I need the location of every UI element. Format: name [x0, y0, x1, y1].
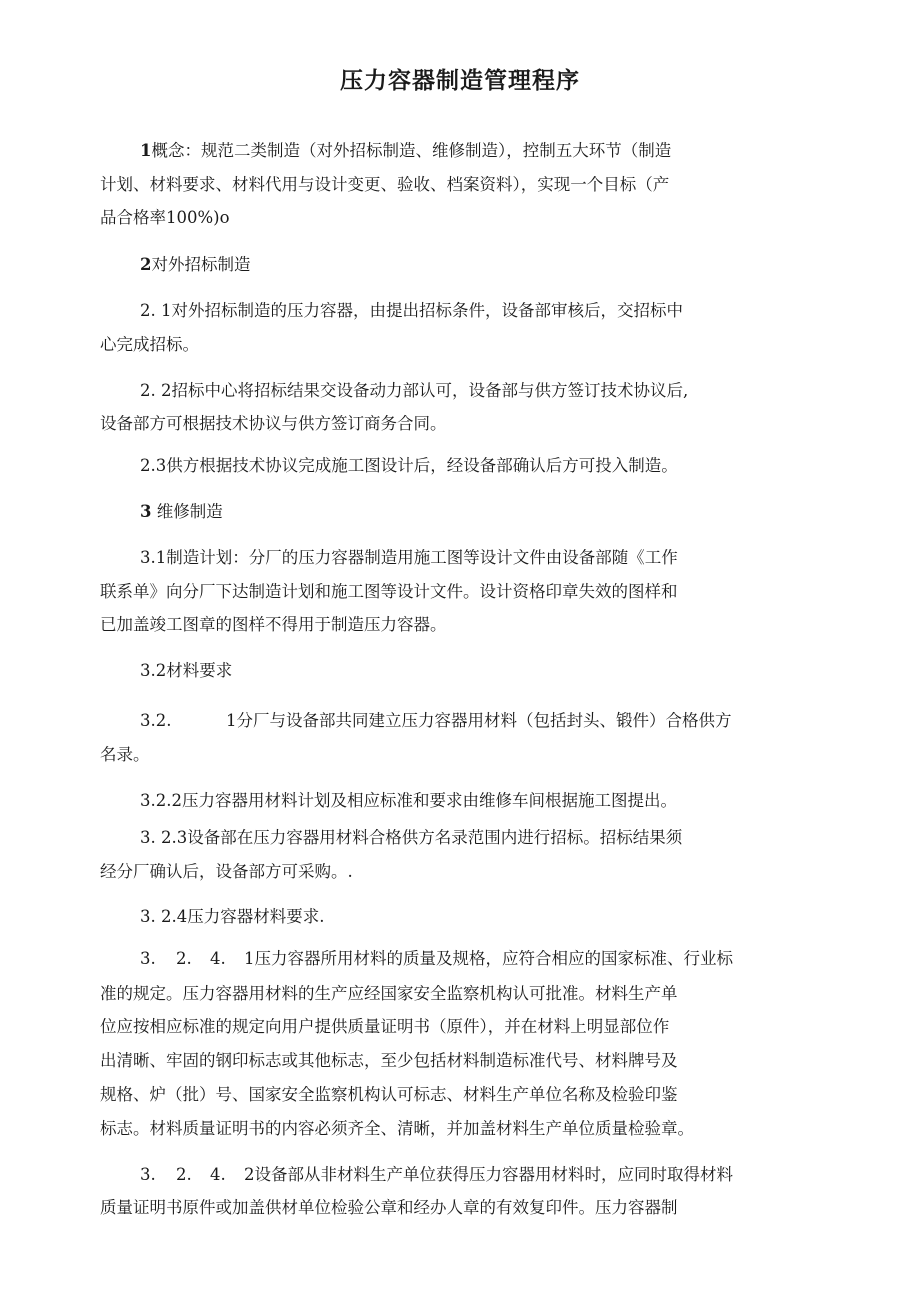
section-3-title: 维修制造: [151, 502, 223, 521]
section-2-heading: [140, 254, 250, 276]
para-3-2-4-2-line-1: 2设备部从非材料生产单位获得压力容器用材料时，应同时取得材料: [244, 1165, 733, 1184]
section-3-heading: [140, 501, 223, 523]
section-1-line-3: 品合格率100%)o: [100, 208, 230, 227]
section-1-number: 1: [140, 141, 152, 160]
section-2-title: 对外招标制造: [151, 255, 251, 274]
para-2-1-line-2: 心完成招标。: [100, 335, 199, 354]
para-3-2-4-1-line-4: 出清晰、牢固的钢印标志或其他标志，至少包括材料制造标准代号、材料牌号及: [100, 1051, 678, 1070]
section-1-line-1: [140, 140, 671, 162]
para-3-2-4-2-num-c: 4.: [210, 1165, 226, 1184]
para-3-2-4-1-line-6: 标志。材料质量证明书的内容必须齐全、清晰，并加盖材料生产单位质量检验章。: [100, 1119, 694, 1138]
para-3-2-1-line-1: 1分厂与设备部共同建立压力容器用材料（包括封头、锻件）合格供方: [226, 711, 732, 730]
para-2-1-line-1: 2. 1对外招标制造的压力容器，由提出招标条件，设备部审核后，交招标中: [140, 301, 683, 320]
para-3-2-4-heading: 3. 2.4压力容器材料要求.: [140, 907, 325, 926]
para-3-1-line-1: 3.1制造计划：分厂的压力容器制造用施工图等设计文件由设备部随《工作: [140, 548, 678, 567]
para-3-2-heading: 3.2材料要求: [140, 661, 233, 680]
para-3-2-3-line-2: 经分厂确认后，设备部方可采购。.: [100, 862, 353, 881]
para-3-2-2-line-1: 3.2.2压力容器用材料计划及相应标准和要求由维修车间根据施工图提出。: [140, 791, 677, 810]
para-3-2-4-1-line-3: 位应按相应标准的规定向用户提供质量证明书（原件），并在材料上明显部位作: [100, 1017, 670, 1036]
para-2-2-line-1: 2. 2招标中心将招标结果交设备动力部认可，设备部与供方签订技术协议后,: [140, 381, 689, 400]
para-3-2-3-line-1: 3. 2.3设备部在压力容器用材料合格供方名录范围内进行招标。招标结果须: [140, 828, 683, 847]
para-3-2-4-1-line-1: 1压力容器所用材料的质量及规格，应符合相应的国家标准、行业标: [244, 949, 733, 968]
para-3-2-4-1-num-c: 4.: [210, 949, 226, 968]
para-3-2-4-1-line-2: 准的规定。压力容器用材料的生产应经国家安全监察机构认可批准。材料生产单: [100, 984, 678, 1003]
para-3-2-1-line-2: 名录。: [100, 745, 150, 764]
para-3-2-4-1-num-a: 3.: [140, 949, 156, 968]
para-3-2-4-1-line-5: 规格、炉（批）号、国家安全监察机构认可标志、材料生产单位名称及检验印鉴: [100, 1085, 678, 1104]
section-2-number: 2: [140, 255, 152, 274]
para-3-2-4-2-num-a: 3.: [140, 1165, 156, 1184]
para-3-2-4-1-num-b: 2.: [176, 949, 192, 968]
para-3-2-4-2-num-b: 2.: [176, 1165, 192, 1184]
section-1-line-2: 计划、材料要求、材料代用与设计变更、验收、档案资料），实现一个目标（产: [100, 175, 670, 194]
para-3-2-4-2-line-2: 质量证明书原件或加盖供材单位检验公章和经办人章的有效复印件。压力容器制: [100, 1198, 678, 1217]
para-3-1-line-2: 联系单》向分厂下达制造计划和施工图等设计文件。设计资格印章失效的图样和: [100, 582, 678, 601]
page-title: 压力容器制造管理程序: [340, 68, 580, 94]
section-3-number: 3: [140, 502, 152, 521]
para-2-2-line-2: 设备部方可根据技术协议与供方签订商务合同。: [100, 414, 447, 433]
para-3-1-line-3: 已加盖竣工图章的图样不得用于制造压力容器。: [100, 615, 447, 634]
section-1-text: 概念：规范二类制造（对外招标制造、维修制造），控制五大环节（制造: [151, 141, 672, 160]
para-2-3-line-1: 2.3供方根据技术协议完成施工图设计后，经设备部确认后方可投入制造。: [140, 456, 678, 475]
para-3-2-1-prefix: 3.2.: [140, 711, 172, 730]
